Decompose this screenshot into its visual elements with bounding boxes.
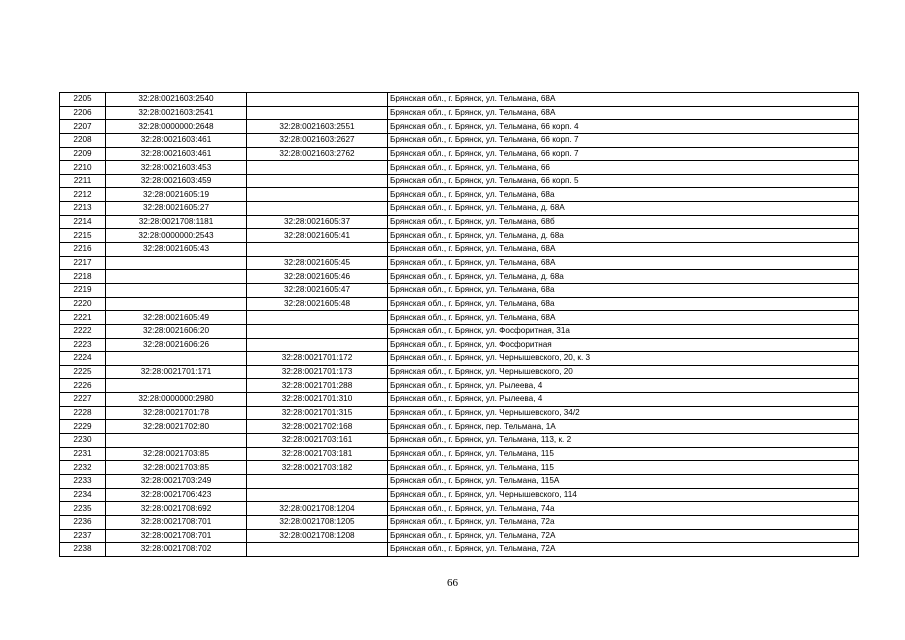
row-number-cell: 2238 <box>60 543 106 557</box>
table-row <box>60 393 859 407</box>
table-row <box>60 529 859 543</box>
table-row <box>60 106 859 120</box>
row-number-cell: 2216 <box>60 243 106 257</box>
row-number-cell: 2219 <box>60 283 106 297</box>
row-number-cell: 2233 <box>60 474 106 488</box>
cadastral-number-cell <box>106 297 247 311</box>
cadastral-number-cell: 32:28:0021708:692 <box>106 502 247 516</box>
table-row <box>60 283 859 297</box>
table-row <box>60 352 859 366</box>
related-cadastral-cell <box>247 202 388 216</box>
row-number-cell: 2228 <box>60 406 106 420</box>
row-number-cell: 2210 <box>60 161 106 175</box>
table-row <box>60 543 859 557</box>
related-cadastral-cell: 32:28:0021605:45 <box>247 256 388 270</box>
table-row <box>60 488 859 502</box>
related-cadastral-cell <box>247 188 388 202</box>
table-row <box>60 379 859 393</box>
address-cell: Брянская обл., г. Брянск, ул. Тельмана, 66 корп. 4 <box>388 120 859 134</box>
cadastral-number-cell <box>106 256 247 270</box>
cadastral-number-cell <box>106 434 247 448</box>
address-cell: Брянская обл., г. Брянск, ул. Тельмана, 72а <box>388 515 859 529</box>
cadastral-number-cell <box>106 379 247 393</box>
related-cadastral-cell: 32:28:0021605:47 <box>247 283 388 297</box>
cadastral-number-cell: 32:28:0021708:702 <box>106 543 247 557</box>
table-row <box>60 461 859 475</box>
table-row <box>60 502 859 516</box>
table-row <box>60 324 859 338</box>
cadastral-number-cell: 32:28:0021708:701 <box>106 515 247 529</box>
row-number-cell: 2230 <box>60 434 106 448</box>
cadastral-number-cell: 32:28:0021708:701 <box>106 529 247 543</box>
related-cadastral-cell: 32:28:0021605:37 <box>247 215 388 229</box>
address-cell: Брянская обл., г. Брянск, ул. Тельмана, 72А <box>388 543 859 557</box>
cadastral-number-cell: 32:28:0021603:2540 <box>106 93 247 107</box>
row-number-cell: 2229 <box>60 420 106 434</box>
row-number-cell: 2215 <box>60 229 106 243</box>
address-cell: Брянская обл., г. Брянск, ул. Фосфоритная, 31а <box>388 324 859 338</box>
address-cell: Брянская обл., г. Брянск, ул. Тельмана, 68а <box>388 188 859 202</box>
related-cadastral-cell: 32:28:0021701:288 <box>247 379 388 393</box>
cadastral-number-cell <box>106 283 247 297</box>
row-number-cell: 2224 <box>60 352 106 366</box>
row-number-cell: 2221 <box>60 311 106 325</box>
table-body <box>60 93 859 557</box>
table-row <box>60 147 859 161</box>
address-cell: Брянская обл., г. Брянск, ул. Тельмана, 72А <box>388 529 859 543</box>
related-cadastral-cell <box>247 311 388 325</box>
cadastral-number-cell <box>106 270 247 284</box>
cadastral-number-cell: 32:28:0000000:2980 <box>106 393 247 407</box>
related-cadastral-cell <box>247 174 388 188</box>
address-cell: Брянская обл., г. Брянск, ул. Тельмана, 68б <box>388 215 859 229</box>
related-cadastral-cell <box>247 543 388 557</box>
cadastral-number-cell: 32:28:0021603:2541 <box>106 106 247 120</box>
address-cell: Брянская обл., г. Брянск, ул. Тельмана, 68А <box>388 311 859 325</box>
row-number-cell: 2213 <box>60 202 106 216</box>
address-cell: Брянская обл., г. Брянск, ул. Тельмана, д. 68А <box>388 202 859 216</box>
cadastral-number-cell: 32:28:0021606:26 <box>106 338 247 352</box>
address-cell: Брянская обл., г. Брянск, ул. Чернышевского, 20 <box>388 365 859 379</box>
address-cell: Брянская обл., г. Брянск, ул. Тельмана, 115А <box>388 474 859 488</box>
row-number-cell: 2207 <box>60 120 106 134</box>
page-number: 66 <box>447 577 458 589</box>
cadastral-number-cell: 32:28:0021703:249 <box>106 474 247 488</box>
related-cadastral-cell: 32:28:0021603:2551 <box>247 120 388 134</box>
table-row <box>60 256 859 270</box>
cadastral-number-cell: 32:28:0021708:1181 <box>106 215 247 229</box>
related-cadastral-cell: 32:28:0021703:181 <box>247 447 388 461</box>
table-row <box>60 174 859 188</box>
row-number-cell: 2222 <box>60 324 106 338</box>
cadastral-table <box>59 92 859 557</box>
cadastral-number-cell: 32:28:0021606:20 <box>106 324 247 338</box>
address-cell: Брянская обл., г. Брянск, ул. Чернышевского, 20, к. 3 <box>388 352 859 366</box>
table-row <box>60 365 859 379</box>
related-cadastral-cell: 32:28:0021701:172 <box>247 352 388 366</box>
address-cell: Брянская обл., г. Брянск, ул. Тельмана, 68А <box>388 93 859 107</box>
table-row <box>60 120 859 134</box>
address-cell: Брянская обл., г. Брянск, ул. Рылеева, 4 <box>388 393 859 407</box>
row-number-cell: 2231 <box>60 447 106 461</box>
related-cadastral-cell: 32:28:0021605:46 <box>247 270 388 284</box>
related-cadastral-cell <box>247 338 388 352</box>
cadastral-number-cell: 32:28:0021603:461 <box>106 133 247 147</box>
address-cell: Брянская обл., г. Брянск, ул. Тельмана, 68А <box>388 243 859 257</box>
row-number-cell: 2236 <box>60 515 106 529</box>
related-cadastral-cell: 32:28:0021708:1208 <box>247 529 388 543</box>
address-cell: Брянская обл., г. Брянск, ул. Тельмана, д. 68а <box>388 270 859 284</box>
related-cadastral-cell: 32:28:0021605:41 <box>247 229 388 243</box>
address-cell: Брянская обл., г. Брянск, ул. Тельмана, 115 <box>388 447 859 461</box>
table-row <box>60 311 859 325</box>
related-cadastral-cell: 32:28:0021701:173 <box>247 365 388 379</box>
row-number-cell: 2235 <box>60 502 106 516</box>
related-cadastral-cell <box>247 93 388 107</box>
table-row <box>60 243 859 257</box>
address-cell: Брянская обл., г. Брянск, ул. Тельмана, 115 <box>388 461 859 475</box>
cadastral-number-cell: 32:28:0021605:19 <box>106 188 247 202</box>
row-number-cell: 2223 <box>60 338 106 352</box>
related-cadastral-cell: 32:28:0021701:315 <box>247 406 388 420</box>
related-cadastral-cell: 32:28:0021703:182 <box>247 461 388 475</box>
address-cell: Брянская обл., г. Брянск, пер. Тельмана, 1А <box>388 420 859 434</box>
cadastral-number-cell: 32:28:0021703:85 <box>106 461 247 475</box>
address-cell: Брянская обл., г. Брянск, ул. Тельмана, 68а <box>388 297 859 311</box>
row-number-cell: 2225 <box>60 365 106 379</box>
table-row <box>60 406 859 420</box>
table-row <box>60 270 859 284</box>
row-number-cell: 2232 <box>60 461 106 475</box>
cadastral-number-cell: 32:28:0021605:49 <box>106 311 247 325</box>
address-cell: Брянская обл., г. Брянск, ул. Рылеева, 4 <box>388 379 859 393</box>
address-cell: Брянская обл., г. Брянск, ул. Тельмана, 68а <box>388 283 859 297</box>
table-row <box>60 161 859 175</box>
row-number-cell: 2211 <box>60 174 106 188</box>
address-cell: Брянская обл., г. Брянск, ул. Тельмана, 74а <box>388 502 859 516</box>
related-cadastral-cell: 32:28:0021708:1205 <box>247 515 388 529</box>
address-cell: Брянская обл., г. Брянск, ул. Тельмана, 113, к. 2 <box>388 434 859 448</box>
row-number-cell: 2205 <box>60 93 106 107</box>
row-number-cell: 2214 <box>60 215 106 229</box>
row-number-cell: 2227 <box>60 393 106 407</box>
cadastral-number-cell: 32:28:0021603:453 <box>106 161 247 175</box>
address-cell: Брянская обл., г. Брянск, ул. Тельмана, 68А <box>388 256 859 270</box>
row-number-cell: 2218 <box>60 270 106 284</box>
table-row <box>60 297 859 311</box>
cadastral-number-cell: 32:28:0000000:2648 <box>106 120 247 134</box>
related-cadastral-cell: 32:28:0021701:310 <box>247 393 388 407</box>
address-cell: Брянская обл., г. Брянск, ул. Тельмана, 66 <box>388 161 859 175</box>
table-row <box>60 338 859 352</box>
address-cell: Брянская обл., г. Брянск, ул. Тельмана, 66 корп. 5 <box>388 174 859 188</box>
related-cadastral-cell: 32:28:0021708:1204 <box>247 502 388 516</box>
cadastral-number-cell <box>106 352 247 366</box>
row-number-cell: 2217 <box>60 256 106 270</box>
address-cell: Брянская обл., г. Брянск, ул. Чернышевского, 34/2 <box>388 406 859 420</box>
cadastral-number-cell: 32:28:0021703:85 <box>106 447 247 461</box>
related-cadastral-cell <box>247 324 388 338</box>
row-number-cell: 2208 <box>60 133 106 147</box>
address-cell: Брянская обл., г. Брянск, ул. Фосфоритная <box>388 338 859 352</box>
cadastral-number-cell: 32:28:0000000:2543 <box>106 229 247 243</box>
table-row <box>60 474 859 488</box>
cadastral-number-cell: 32:28:0021603:459 <box>106 174 247 188</box>
row-number-cell: 2220 <box>60 297 106 311</box>
address-cell: Брянская обл., г. Брянск, ул. Тельмана, д. 68а <box>388 229 859 243</box>
table-row <box>60 188 859 202</box>
related-cadastral-cell <box>247 474 388 488</box>
row-number-cell: 2209 <box>60 147 106 161</box>
address-cell: Брянская обл., г. Брянск, ул. Тельмана, 66 корп. 7 <box>388 147 859 161</box>
related-cadastral-cell <box>247 243 388 257</box>
related-cadastral-cell <box>247 106 388 120</box>
related-cadastral-cell <box>247 161 388 175</box>
cadastral-number-cell: 32:28:0021603:461 <box>106 147 247 161</box>
related-cadastral-cell: 32:28:0021603:2627 <box>247 133 388 147</box>
table-row <box>60 93 859 107</box>
cadastral-number-cell: 32:28:0021706:423 <box>106 488 247 502</box>
related-cadastral-cell: 32:28:0021702:168 <box>247 420 388 434</box>
cadastral-number-cell: 32:28:0021605:27 <box>106 202 247 216</box>
table-row <box>60 133 859 147</box>
row-number-cell: 2237 <box>60 529 106 543</box>
table-row <box>60 447 859 461</box>
table-row <box>60 420 859 434</box>
table-row <box>60 434 859 448</box>
address-cell: Брянская обл., г. Брянск, ул. Чернышевского, 114 <box>388 488 859 502</box>
row-number-cell: 2206 <box>60 106 106 120</box>
related-cadastral-cell: 32:28:0021703:161 <box>247 434 388 448</box>
table-row <box>60 202 859 216</box>
cadastral-number-cell: 32:28:0021701:171 <box>106 365 247 379</box>
cadastral-number-cell: 32:28:0021702:80 <box>106 420 247 434</box>
address-cell: Брянская обл., г. Брянск, ул. Тельмана, 68А <box>388 106 859 120</box>
cadastral-number-cell: 32:28:0021701:78 <box>106 406 247 420</box>
row-number-cell: 2234 <box>60 488 106 502</box>
row-number-cell: 2212 <box>60 188 106 202</box>
row-number-cell: 2226 <box>60 379 106 393</box>
related-cadastral-cell <box>247 488 388 502</box>
address-cell: Брянская обл., г. Брянск, ул. Тельмана, 66 корп. 7 <box>388 133 859 147</box>
related-cadastral-cell: 32:28:0021603:2762 <box>247 147 388 161</box>
cadastral-number-cell: 32:28:0021605:43 <box>106 243 247 257</box>
table-row <box>60 515 859 529</box>
table-row <box>60 215 859 229</box>
related-cadastral-cell: 32:28:0021605:48 <box>247 297 388 311</box>
table-row <box>60 229 859 243</box>
